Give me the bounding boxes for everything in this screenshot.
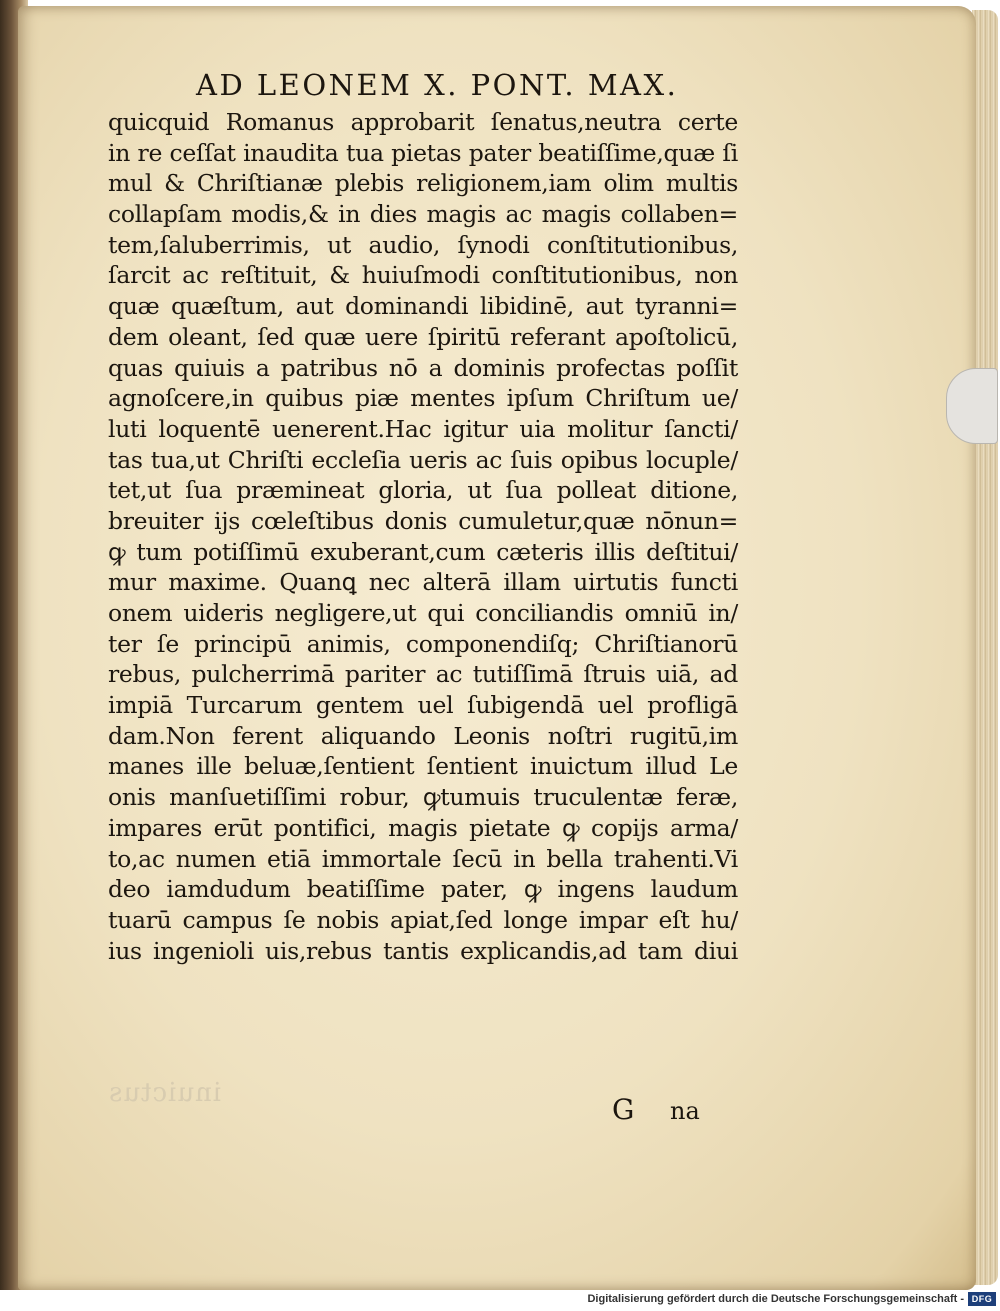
text-line: tet,ut ſua præmineat gloria, ut ſua polleat ditione, xyxy=(108,476,738,505)
text-line: in re ceſſat inaudita tua pietas pater beatiſſime,quæ ſi xyxy=(108,138,738,167)
text-line: collapſam modis,& in dies magis ac magis collaben= xyxy=(108,200,738,229)
text-line: breuiter ijs cœleſtibus donis cumuletur,quæ nōnun= xyxy=(108,506,738,535)
dfg-logo: DFG xyxy=(968,1292,996,1306)
text-line: impiā Turcarum gentem uel ſubigendā uel profligā xyxy=(108,691,738,720)
text-line: ter ſe principū animis, componendiſq; Chriſtianorū xyxy=(108,629,738,658)
text-line: tem,ſaluberrimis, ut audio, ſynodi conſtitutionibus, xyxy=(108,230,738,259)
text-line: tuarū campus ſe nobis apiat,ſed longe impar eſt hu/ xyxy=(108,905,738,934)
text-line: dam.Non ferent aliquando Leonis noſtri rugitū,im xyxy=(108,721,738,750)
text-line: ſarcit ac reſtituit, & huiuſmodi conſtitutionibus, non xyxy=(108,261,738,290)
running-head: AD LEONEM X. PONT. MAX. xyxy=(196,68,679,102)
text-line: quæ quæſtum, aut dominandi libidinē, aut tyranni= xyxy=(108,292,738,321)
scanner-clip xyxy=(946,368,998,444)
text-line: luti loquentē uenerent.Hac igitur uia molitur ſancti/ xyxy=(108,414,738,443)
catchword: na xyxy=(670,1097,700,1125)
text-line: quas quiuis a patribus nō a dominis profectas poſſit xyxy=(108,353,738,382)
text-line: ꝙ tum potiſſimū exuberant,cum cæteris illis deſtitui/ xyxy=(108,537,738,566)
signature-line xyxy=(612,1093,712,1133)
body-text xyxy=(108,107,738,966)
text-line: impares erūt pontifici, magis pietate ꝙ copijs arma/ xyxy=(108,813,738,842)
text-line: agnoſcere,in quibus piæ mentes ipſum Chriſtum ue/ xyxy=(108,384,738,413)
text-line: mul & Chriſtianæ plebis religionem,iam olim multis xyxy=(108,169,738,198)
text-line: to,ac numen etiā immortale ſecū in bella trahenti.Vi xyxy=(108,844,738,873)
text-line: mur maxime. Quanꝗ nec alterā illam uirtutis functi xyxy=(108,568,738,597)
funding-credit: Digitalisierung gefördert durch die Deutsche Forschungsgemeinschaft - xyxy=(587,1293,964,1305)
text-line: quicquid Romanus approbarit ſenatus,neutra certe xyxy=(108,108,738,136)
text-line: rebus, pulcherrimā pariter ac tutiſſimā ſtruis uiā, ad xyxy=(108,660,738,689)
text-line: onem uideris negligere,ut qui conciliandis omniū in/ xyxy=(108,599,738,627)
text-line: manes ille beluæ,ſentient ſentient inuictum illud Le xyxy=(108,752,738,781)
text-line: ius ingenioli uis,rebus tantis explicandis,ad tam diui xyxy=(108,936,738,965)
text-line: dem oleant, ſed quæ uere ſpiritū referant apoſtolicū, xyxy=(108,322,738,351)
signature-mark: G xyxy=(612,1093,635,1126)
text-line: onis manſuetiſſimi robur, ꝙtumuis truculentæ feræ, xyxy=(108,783,738,812)
bleed-through-text: inuictus xyxy=(108,1078,222,1108)
footer-bar xyxy=(0,1290,1000,1311)
text-line: deo iamdudum beatiſſime pater, ꝙ ingens laudum xyxy=(108,875,738,904)
text-line: tas tua,ut Chriſti eccleſia ueris ac ſuis opibus locuple/ xyxy=(108,445,738,474)
